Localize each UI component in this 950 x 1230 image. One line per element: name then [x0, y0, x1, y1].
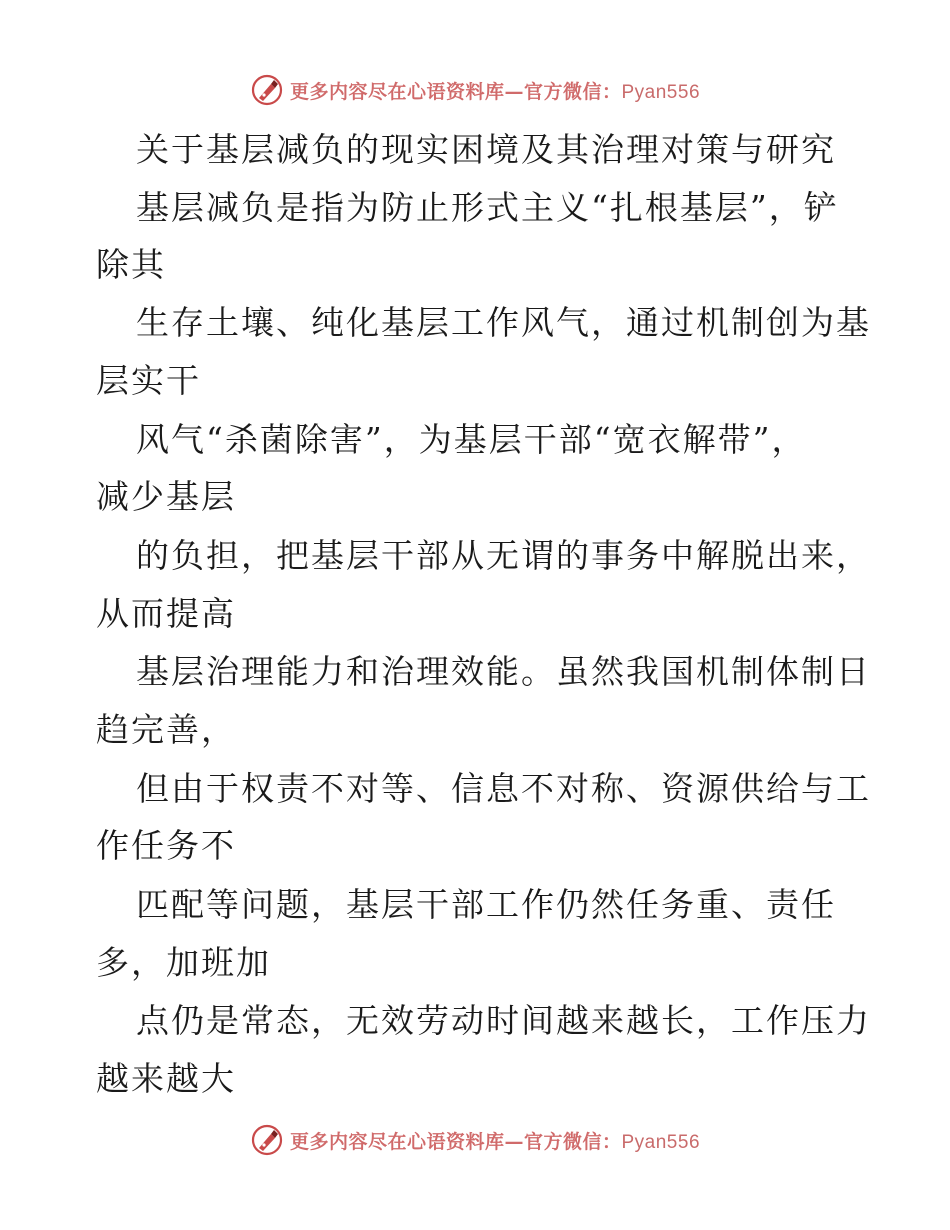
paragraph-line: 从而提高 [96, 594, 236, 633]
paragraph-line: 的负担，把基层干部从无谓的事务中解脱出来， [136, 536, 871, 575]
paragraph-line: 生存土壤、纯化基层工作风气，通过机制创为基 [136, 303, 871, 342]
header-watermark [0, 70, 950, 110]
watermark-text-latin: Pyan556 [621, 1131, 701, 1153]
paragraph-line: 点仍是常态，无效劳动时间越来越长，工作压力 [136, 1001, 871, 1040]
paragraph-line: 减少基层 [96, 477, 236, 516]
document-title: 关于基层减负的现实困境及其治理对策与研究 [136, 130, 836, 169]
pen-logo-icon [250, 73, 284, 107]
pen-logo-icon [250, 1123, 284, 1157]
paragraph-line: 但由于权责不对等、信息不对称、资源供给与工 [136, 769, 871, 808]
paragraph-line: 多，加班加 [96, 943, 271, 982]
footer-watermark [0, 1120, 950, 1160]
paragraph-line: 层实干 [96, 361, 201, 400]
paragraph-line: 基层减负是指为防止形式主义“扎根基层”，铲 [136, 188, 839, 227]
paragraph-line: 匹配等问题，基层干部工作仍然任务重、责任 [136, 885, 836, 924]
paragraph-line: 越来越大 [96, 1059, 236, 1098]
paragraph-line: 趋完善， [96, 710, 236, 749]
watermark-text-cn: 更多内容尽在心语资料库—官方微信： [289, 80, 622, 103]
paragraph-line: 作任务不 [96, 826, 236, 865]
watermark-text-cn: 更多内容尽在心语资料库—官方微信： [289, 1130, 622, 1153]
watermark-text [290, 1127, 700, 1154]
paragraph-line: 风气“杀菌除害”，为基层干部“宽衣解带”， [136, 420, 807, 459]
paragraph-line: 除其 [96, 245, 166, 284]
watermark-text-latin: Pyan556 [621, 81, 701, 103]
watermark-text [290, 77, 700, 104]
paragraph-line: 基层治理能力和治理效能。虽然我国机制体制日 [136, 652, 871, 691]
